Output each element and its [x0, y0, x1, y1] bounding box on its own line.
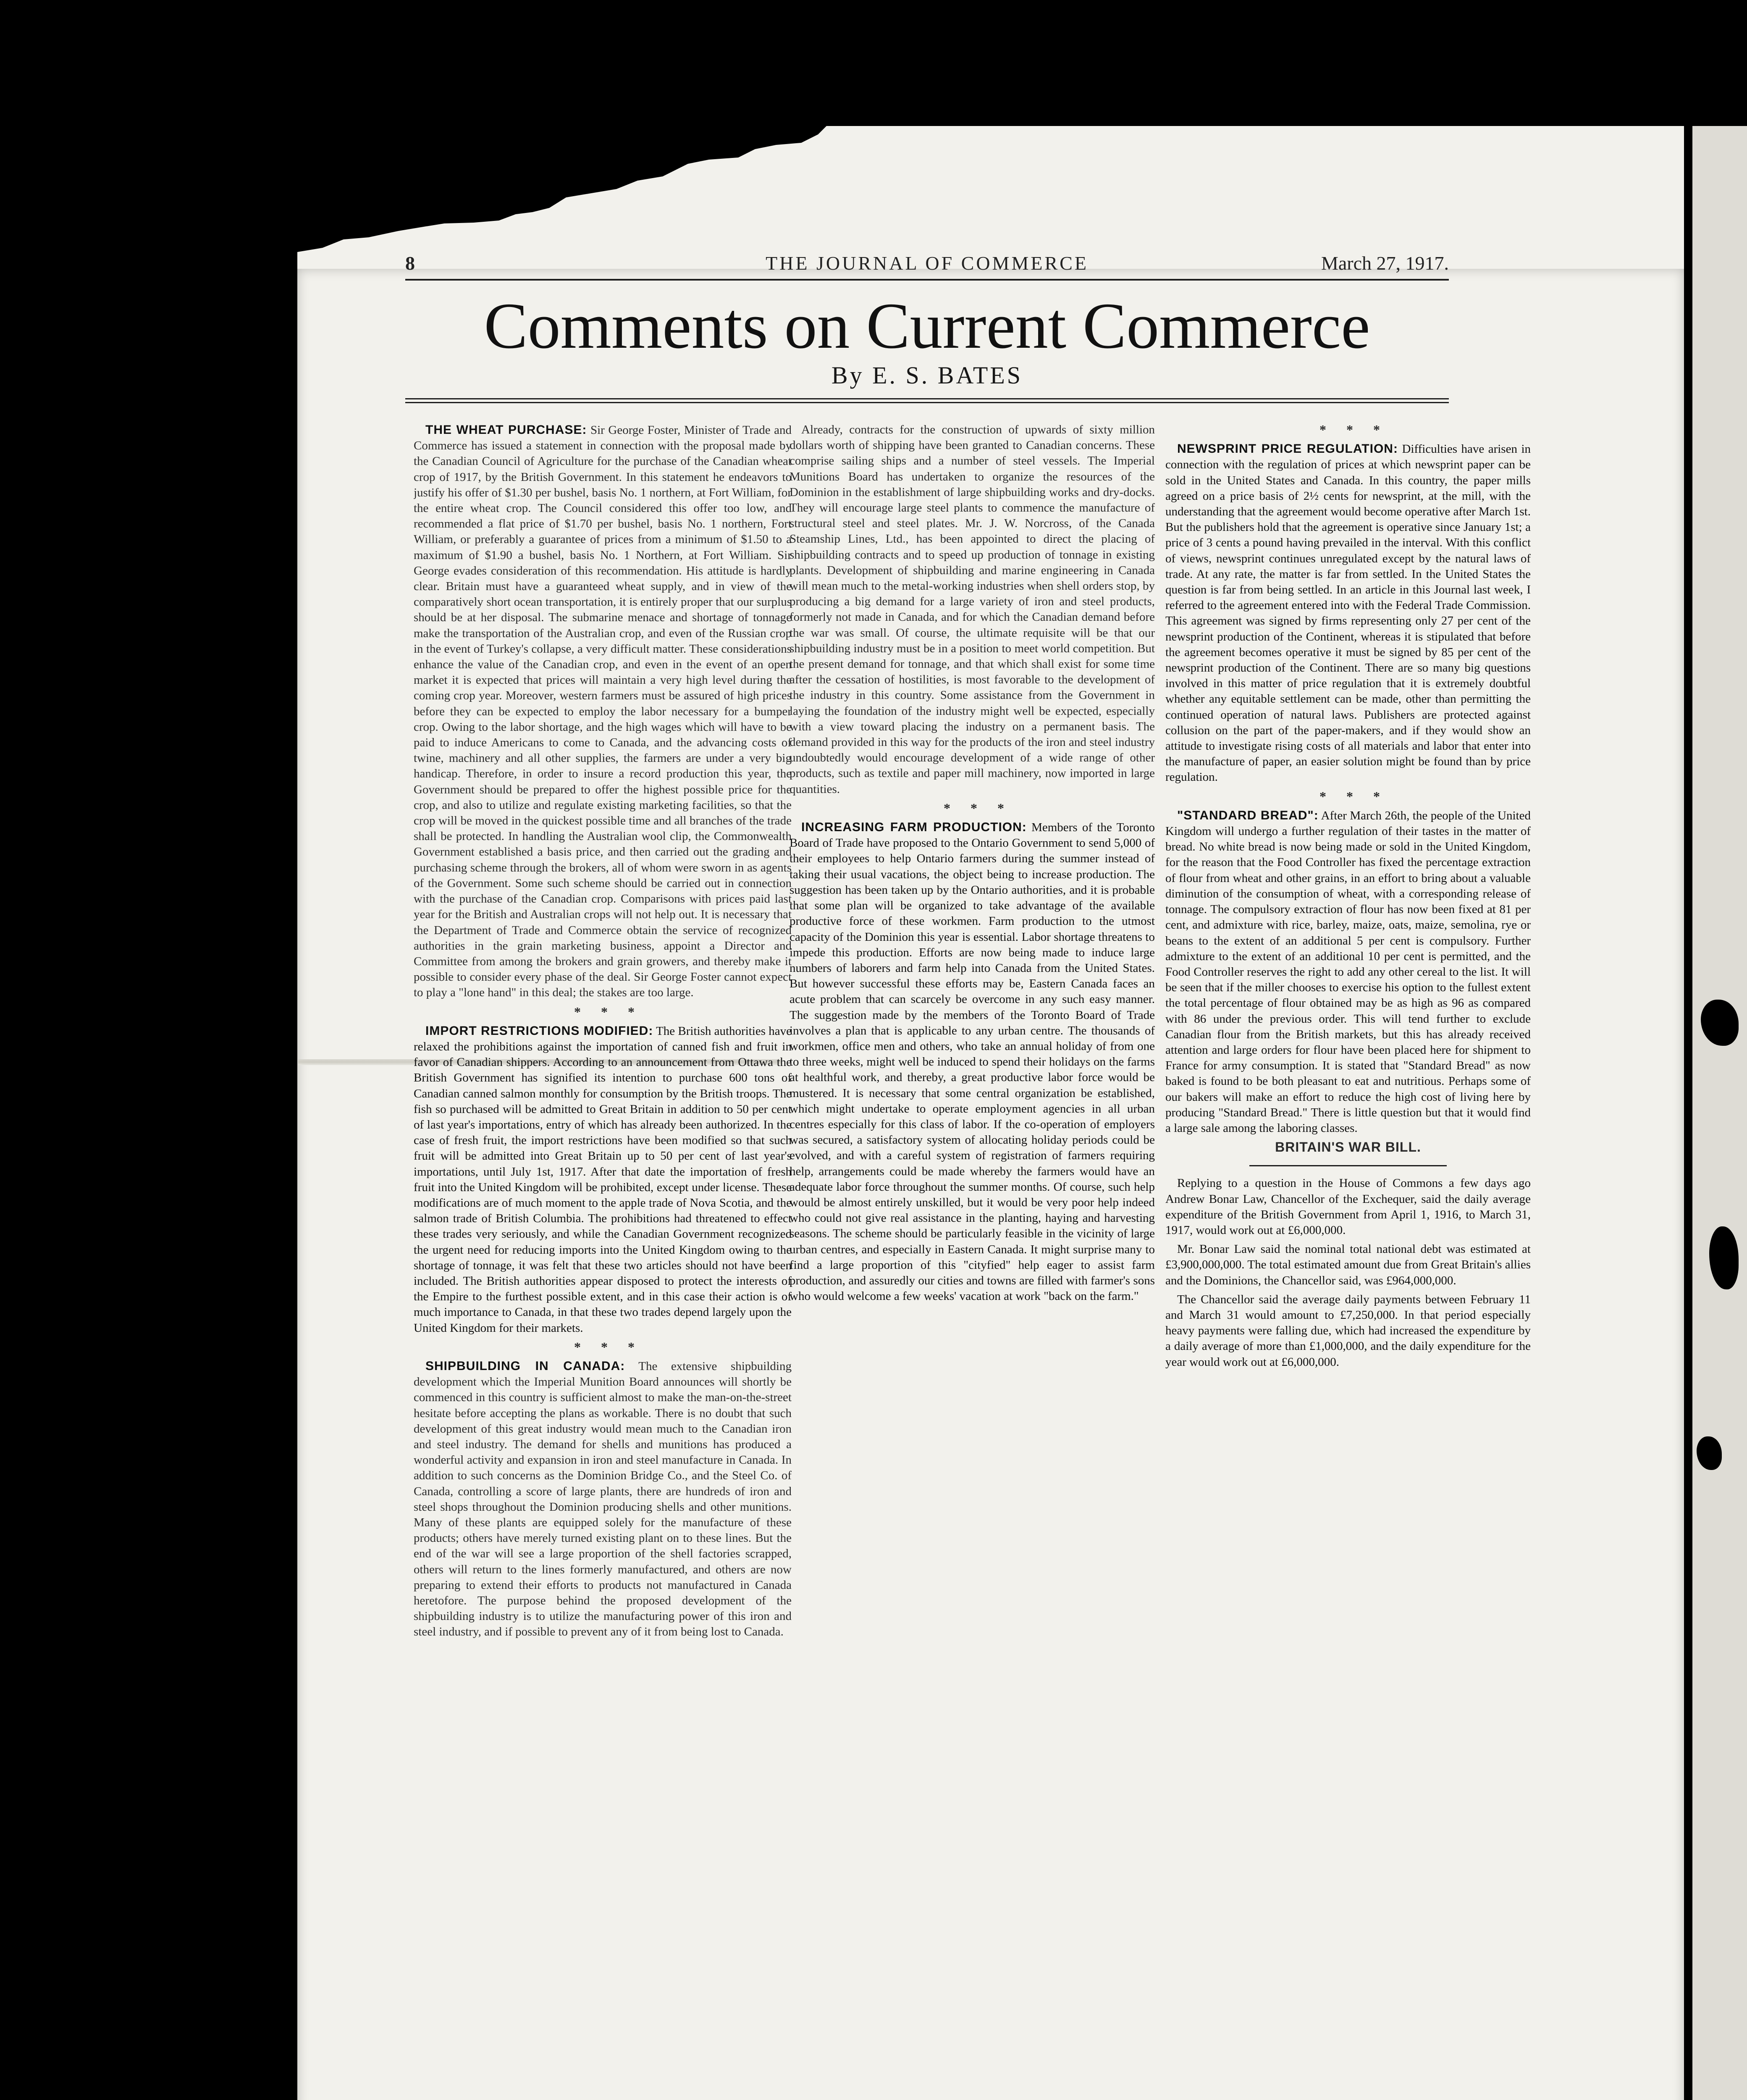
section-separator: * * * — [574, 1339, 643, 1354]
war-bill-heading: BRITAIN'S WAR BILL. — [1275, 1139, 1421, 1155]
farm-production-body: Members of the Toronto Board of Trade have proposed to the Ontario Government to send 5,000 of their employees to help Ontario farmers during the summer instead of taking their usual vacations, the object being to increase production. The suggestion has been taken up by the Ontario authorities, and it is probable that some plan will be organized to take advantage of the available productive force of these workmen. Farm production to the utmost capacity of the Dominion this year is essential. Labor shortage threatens to impede this production. Efforts are now being made to induce large numbers of laborers and farm help into Canada from the United States. But however successful these efforts may be, Eastern Canada faces an acute problem that can scarcely be overcome in any such easy manner. The suggestion made by the members of the Toronto Board of Trade involves a plan that is applicable to any urban centre. The thousands of workmen, office men and others, who take an annual holiday of from one to three weeks, might well be induced to spend their holidays on the farms at healthful work, and thereby, a great productive labor force would be mustered. It is necessary that some central organization be established, which might undertake to operate employment agencies in all urban centres especially for this class of labor. If the co-operation of employers was secured, a satisfactory system of allocating holiday periods could be evolved, and with a careful system of registration of farmers requiring help, arrangements could be made whereby the farmers would have an adequate labor force throughout the summer months. Of course, such help would be almost entirely unskilled, but it would be very poor help indeed who could not give real assistance in the planting, haying and harvesting seasons. The scheme should be particularly feasible in the vicinity of large urban centres, and especially in Eastern Canada. It might surprise many to find a large proportion of this "cityfied" help eager to assist farm production, and assuredly our cities and towns are filled with farmer's sons who would welcome a few weeks' vacation at work "back on the farm." — [790, 821, 1155, 1303]
shipbuilding-continued: Already, contracts for the construction of upwards of sixty million dollars worth of shipping have been granted to Canadian concerns. These comprise sailing ships and a number of steel vessels. The Imperial Munitions Board has undertaken to organize the resources of the Dominion in the establishment of large shipbuilding works and dry-docks. They will encourage large steel plants to commence the manufacture of structural steel and steel plates. Mr. J. W. Norcross, of the Canada Steamship Lines, Ltd., has been appointed to direct the placing of shipbuilding contracts and to speed up production of tonnage in existing plants. Development of shipbuilding and marine engineering in Canada will mean much to the metal-working industries when shell orders stop, by producing a big demand for a large variety of iron and steel products, formerly not made in Canada, and for which the Canadian demand before the war was small. Of course, the ultimate requisite will be that our shipbuilding industry must be in a position to meet world competition. But the present demand for tonnage, and that which shall exist for some time after the cessation of hostilities, is most favorable to the development of the industry in this country. Some assistance from the Government in laying the foundation of the industry might well be expected, especially with a view toward placing the industry on a permanent basis. The demand provided in this way for the products of the iron and steel industry undoubtedly would encourage development of a wide range of other products, such as textile and paper mill machinery, now imported in large quantities. — [790, 423, 1155, 796]
section-separator: * * * — [944, 800, 1013, 816]
wheat-purchase-heading: THE WHEAT PURCHASE: — [425, 423, 587, 437]
adjacent-page-strip — [1692, 126, 1747, 2100]
title-rule-top — [405, 398, 1449, 399]
import-restrictions-heading: IMPORT RESTRICTIONS MODIFIED: — [425, 1024, 653, 1038]
wheat-purchase-article — [414, 422, 792, 1001]
running-header — [405, 252, 1449, 277]
shipbuilding-article — [414, 1358, 792, 1640]
header-rule — [405, 279, 1449, 281]
war-bill-paragraph-1: Replying to a question in the House of Commons a few days ago Andrew Bonar Law, Chancellor of the Exchequer, said the daily average expenditure of the British Government from April 1, 1916, to March 31, 1917, would work out at £6,000,000. — [1165, 1176, 1531, 1237]
standard-bread-body: After March 26th, the people of the United Kingdom will undergo a further regulation of their tastes in the matter of bread. No white bread is now being made or sold in the United Kingdom, for the reason that the Food Controller has fixed the percentage extraction of flour from wheat and other grains, in an effort to bring about a valuable diminution of the consumption of wheat, with a corresponding release of tonnage. The compulsory extraction of flour has now been fixed at 81 per cent, and admixture with rice, barley, maize, oats, maize, semolina, rye or beans to the extent of an additional 5 per cent is compulsory. Further admixture to the extent of an additional 10 per cent is permitted, and the Food Controller reserves the right to add any other cereal to the list. It will be seen that if the miller chooses to exercise his option to the fullest extent the total percentage of flour obtained may be as high as 96 as compared with 86 under the previous order. This will tend further to exclude Canadian flour from the British markets, but this has already received attention and large orders for flour have been placed here for shipment to France for army consumption. It is stated that "Standard Bread" as now baked is found to be both pleasant to eat and nutritious. Perhaps some of our bakers will make an effort to reduce the high cost of living here by producing "Standard Bread." There is little question but that it would find a large sale among the laboring classes. — [1165, 808, 1531, 1135]
farm-production-heading: INCREASING FARM PRODUCTION: — [801, 820, 1027, 835]
newsprint-heading: NEWSPRINT PRICE REGULATION: — [1177, 442, 1398, 456]
column-2 — [790, 422, 1155, 2018]
war-bill-rule — [1249, 1165, 1447, 1166]
shipbuilding-body: The extensive shipbuilding development which the Imperial Munition Board announces will shortly be commenced in this country is sufficient almost to make the man-on-the-street hesitate before accepting the plans as workable. There is no doubt that such development of this great industry would mean much to the Canadian iron and steel industry. The demand for shells and munitions has produced a wonderful activity and expansion in iron and steel manufacture in Canada. In addition to such concerns as the Dominion Bridge Co., and the Steel Co. of Canada, controlling a score of large plants, there are hundreds of iron and steel shops throughout the Dominion producing shells and other munitions. Many of these plants are equipped solely for the manufacture of these products; others have merely turned existing plant on to these lines. But the end of the war will see a large proportion of the shell factories scrapped, others will return to the lines formerly manufactured, and others are now preparing to extend their efforts to products not manufactured in Canada heretofore. The purpose behind the proposed development of the shipbuilding industry is to utilize the manufacturing power of this iron and steel industry, and if possible to prevent any of it from being lost to Canada. — [414, 1359, 792, 1639]
column-1 — [414, 422, 792, 2018]
newsprint-body: Difficulties have arisen in connection with the regulation of prices at which newsprint paper can be sold in the United States and Canada. In this country, the paper mills agreed on a price basis of 2½ cents for newsprint, at the mill, with the understanding that the agreement would become operative after March 1st. But the publishers hold that the agreement is operative since January 1st; a price of 3 cents a pound having prevailed in the interval. With this conflict of views, newsprint continues unregulated except by the natural laws of trade. At any rate, the matter is far from settled. In the United States the question is far from being settled. In an article in this Journal last week, I referred to the agreement entered into with the Federal Trade Commission. This agreement was signed by firms representing only 27 per cent of the newsprint production of the Continent, whereas it is stipulated that before the agreement becomes operative it must be signed by 85 per cent of the newsprint production of the Continent. There are so many big questions involved in this matter of price regulation that it is extremely doubtful whether any equitable settlement can be made, other than permitting the continued operation of natural laws. Publishers are protected against collusion on the part of the paper-makers, and if they would show an attitude to investigate rising costs of all materials and labor that enter into the manufacture of paper, an easier solution might be found than by price regulation. — [1165, 442, 1531, 784]
war-bill-paragraph-2: Mr. Bonar Law said the nominal total national debt was estimated at £3,900,000,000. The total estimated amount due from Great Britain's allies and the Dominions, the Chancellor said, was £964,000,000. — [1165, 1242, 1531, 1287]
war-bill-paragraph-3: The Chancellor said the average daily payments between February 11 and March 31 would amount to £7,250,000. In that period especially heavy payments were falling due, which had increased the expenditure by a daily average of more than £1,000,000, and the daily expenditure for the year would work out at £6,000,000. — [1165, 1292, 1531, 1369]
standard-bread-article — [1165, 808, 1531, 1136]
standard-bread-heading: "STANDARD BREAD": — [1177, 808, 1319, 822]
section-separator: * * * — [574, 1004, 643, 1019]
page-title: Comments on Current Commerce — [484, 289, 1370, 362]
issue-date: March 27, 1917. — [1321, 252, 1449, 274]
column-3 — [1165, 422, 1531, 2018]
farm-production-article — [790, 819, 1155, 1304]
section-separator: * * * — [1319, 422, 1388, 437]
import-restrictions-body: The British authorities have relaxed the prohibitions against the importation of canned fish and fruit in favor of Canadian shippers. According to an announcement from Ottawa the British Government has signified its intention to purchase 600 tons of Canadian canned salmon monthly for consumption by the British troops. The fish so purchased will be admitted to Great Britain in addition to 50 per cent of last year's importations, entry of which has already been authorized. In the case of fresh fruit, the import restrictions have been modified so that such fruit will be admitted into Great Britain up to 50 per cent of last year's importations, until July 1st, 1917. After that date the importation of fresh fruit into the United Kingdom will be prohibited, except under license. These modifications are of much moment to the apple trade of Nova Scotia, and the salmon trade of British Columbia. The prohibitions had threatened to effect these trades very seriously, and while the Canadian Government recognized the urgent need for reducing imports into the United Kingdom owing to the shortage of tonnage, it was felt that these two articles should not have been included. The British authorities appear disposed to protect the interests of the Empire to the furthest possible extent, and in this case their action is of much importance to Canada, in that these two trades depend largely upon the United Kingdom for their markets. — [414, 1024, 792, 1335]
shipbuilding-heading: SHIPBUILDING IN CANADA: — [425, 1359, 625, 1373]
import-restrictions-article — [414, 1023, 792, 1336]
page-number: 8 — [405, 252, 415, 274]
byline: By E. S. BATES — [831, 362, 1023, 389]
wheat-purchase-body: Sir George Foster, Minister of Trade and Commerce has issued a statement in connection with the proposal made by the Canadian Council of Agriculture for the purchase of the Canadian wheat crop of 1917, by the British Government. In this statement he endeavors to justify his offer of $1.30 per bushel, basis No. 1 northern, at Fort William, for the entire wheat crop. The Council considered this offer too low, and recommended a flat price of $1.70 per bushel, basis No. 1 northern, Fort William, or preferably a guarantee of prices from a minimum of $1.50 to a maximum of $1.90 a bushel, basis No. 1 Northern, at Fort William. Sir George evades consideration of this recommendation. His attitude is hardly clear. Britain must have a guaranteed wheat supply, and in view of the comparatively short ocean transportation, it is entirely proper that our surplus should be at her disposal. The submarine menace and shortage of tonnage make the transportation of the Australian crop, and even of the Russian crop in the event of Turkey's collapse, a very difficult matter. These considerations enhance the value of the Canadian crop, and even in the event of an open market it is expected that prices will maintain a very high level during the coming crop year. Moreover, western farmers must be assured of high prices before they can be expected to employ the labor necessary for a bumper crop. Owing to the labor shortage, and the high wages which will have to be paid to induce Americans to come to Canada, and the advancing costs of twine, machinery and all other supplies, the farmers are under a very big handicap. Therefore, in order to insure a record production this year, the Government should be prepared to offer the highest possible price for the crop, and also to utilize and regulate existing marketing facilities, so that the crop will be moved in the quickest possible time and all branches of the trade shall be protected. In handling the Australian wool clip, the Commonwealth Government established a basis price, and then carried out the grading and purchasing scheme through the brokers, all of whom were sworn in as agents of the Government. Some such scheme should be carried out in connection with the purchase of the Canadian crop. Comparisons with prices paid last year for the British and Australian crops will not help out. It is necessary that the Department of Trade and Commerce obtain the service of recognized authorities in the grain marketing business, appoint a Director and Committee from among the brokers and grain growers, and thereby make it possible to consider every phase of the deal. Sir George Foster cannot expect to play a "lone hand" in this deal; the stakes are too large. — [414, 423, 792, 1000]
newsprint-article — [1165, 441, 1531, 785]
section-separator: * * * — [1319, 788, 1388, 804]
journal-name: THE JOURNAL OF COMMERCE — [766, 252, 1089, 274]
title-rule-bottom — [405, 402, 1449, 403]
